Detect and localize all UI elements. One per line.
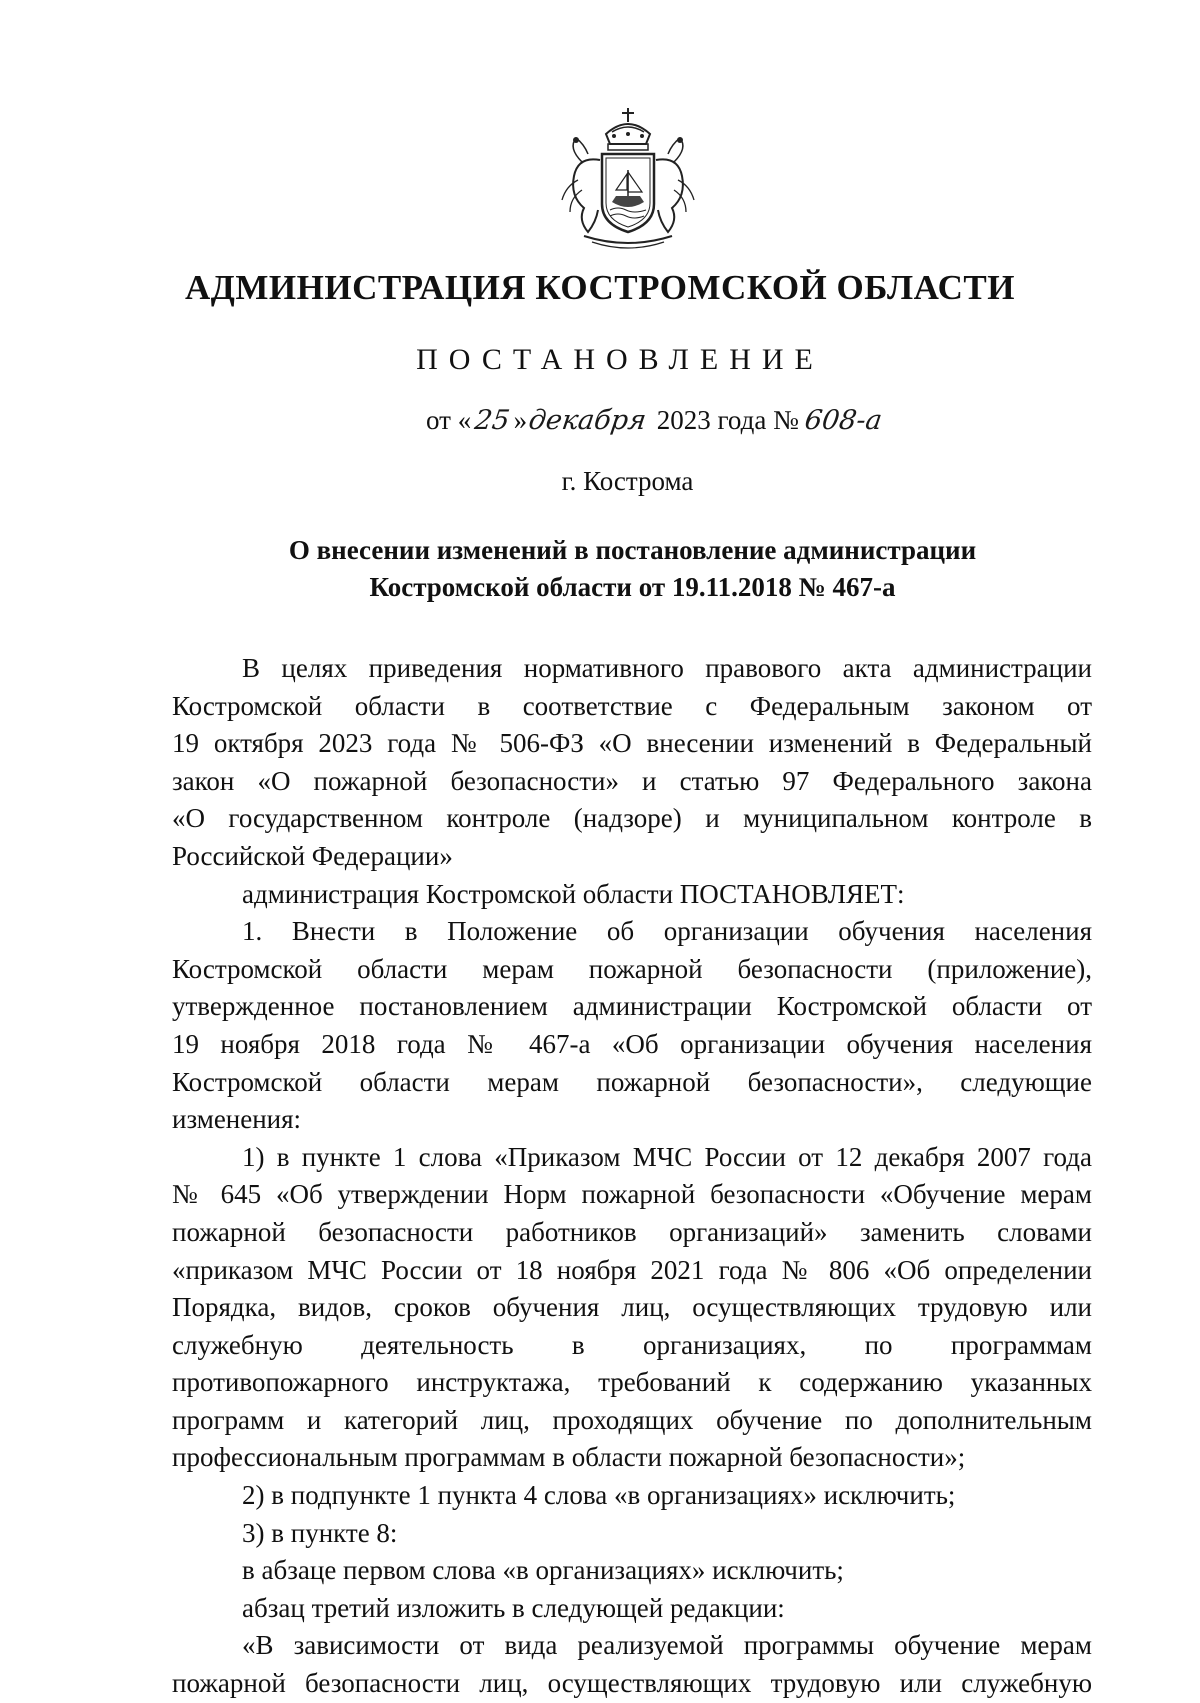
date-mid: » [513,405,528,435]
body-line: «О государственном контроле (надзоре) и муниципальном контроле в [172,803,1092,834]
coat-of-arms-emblem [548,100,708,260]
body-line: пожарной безопасности лиц, осуществляющих трудовую или служебную [172,1668,1092,1699]
body-line: администрация Костромской области ПОСТАНОВЛЯЕТ: [242,878,905,909]
body-line: Порядка, видов, сроков обучения лиц, осуществляющих трудовую или [172,1292,1092,1323]
body-line: изменения: [172,1104,302,1135]
body-line: Костромской области мерам пожарной безопасности (приложение), [172,953,1092,984]
body-line: 2) в подпункте 1 пункта 4 слова «в организациях» исключить; [242,1480,956,1511]
body-line: программ и категорий лиц, проходящих обучение по дополнительным [172,1404,1092,1435]
document-date-line [426,405,882,436]
body-line: Костромской области мерам пожарной безопасности», следующие [172,1066,1092,1097]
body-line: 1. Внести в Положение об организации обучения населения [242,916,1092,947]
body-line: 3) в пункте 8: [242,1517,398,1548]
date-prefix: от « [426,405,472,435]
subject-line: Костромской области от 19.11.2018 № 467-а [369,572,896,602]
handwritten-document-number: 608-а [802,405,884,436]
body-line: Российской Федерации» [172,840,453,871]
subject-line: О внесении изменений в постановление администрации [288,535,977,565]
body-line: «приказом МЧС России от 18 ноября 2021 года № 806 «Об определении [172,1254,1092,1285]
body-line: Костромской области в соответствие с Федеральным законом от [172,690,1092,721]
body-line: № 645 «Об утверждении Норм пожарной безопасности «Обучение мерам [172,1179,1092,1210]
body-line: закон «О пожарной безопасности» и статью 97 Федерального закона [172,765,1092,796]
document-type: ПОСТАНОВЛЕНИЕ [416,343,824,376]
body-line: утвержденное постановлением администрации Костромской области от [172,991,1092,1022]
body-line: служебную деятельность в организациях, по программам [172,1329,1092,1360]
body-line: абзац третий изложить в следующей редакции: [242,1592,785,1623]
body-line: 1) в пункте 1 слова «Приказом МЧС России от 12 декабря 2007 года [242,1141,1092,1172]
body-line: В целях приведения нормативного правового акта администрации [242,653,1092,683]
document-subject [0,532,1200,606]
body-line: «В зависимости от вида реализуемой программы обучение мерам [242,1630,1092,1661]
handwritten-month: декабря [526,405,649,436]
organization-title: АДМИНИСТРАЦИЯ КОСТРОМСКОЙ ОБЛАСТИ [185,268,1015,307]
body-line: 19 ноября 2018 года № 467-а «Об организации обучения населения [172,1028,1092,1059]
document-body [172,650,1092,1703]
handwritten-day: 25 [473,405,512,436]
body-line: профессиональным программам в области пожарной безопасности»; [172,1442,966,1473]
body-line: в абзаце первом слова «в организациях» исключить; [242,1555,844,1586]
body-line: противопожарного инструктажа, требований к содержанию указанных [172,1367,1092,1398]
date-year-text: 2023 года № [656,405,799,435]
body-line: пожарной безопасности работников организаций» заменить словами [172,1216,1092,1247]
body-line: 19 октября 2023 года № 506-ФЗ «О внесении изменений в Федеральный [172,728,1092,759]
city-name: г. Кострома [561,466,694,496]
